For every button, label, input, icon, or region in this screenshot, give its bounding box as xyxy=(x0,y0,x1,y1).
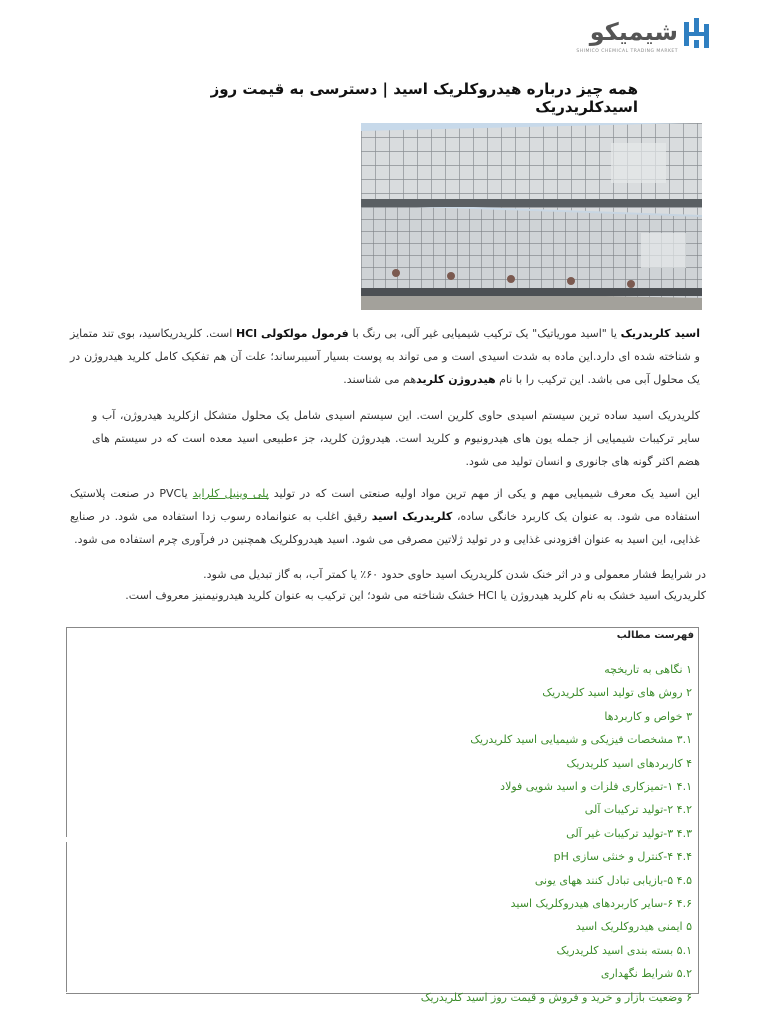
pvc-link[interactable]: پلی وینیل کلراید xyxy=(192,487,269,500)
toc-item-history[interactable]: ۱ نگاهی به تاریخچه xyxy=(604,663,692,676)
toc-item-ion-exchange[interactable]: ۴.۵ ۵-بازیابی تبادل کنند ههای یونی xyxy=(534,873,692,887)
ibc-tanks-photo xyxy=(361,123,702,310)
table-of-contents xyxy=(66,627,699,1004)
ibc-tanks-illustration xyxy=(361,123,702,310)
toc-item-other-uses[interactable]: ۴.۶ ۶-سایر کاربردهای هیدروکلریک اسید xyxy=(510,897,692,911)
term-hydrochloric-acid-2: کلریدریک اسید xyxy=(371,510,453,523)
toc-item-safety[interactable]: ۵ ایمنی هیدروکلریک اسید xyxy=(575,920,692,934)
logo-mark-icon xyxy=(682,16,712,52)
toc-item-inorganic-compounds[interactable]: ۴.۳ ۳-تولید ترکیبات غیر آلی xyxy=(566,826,692,840)
gas-line-1: در شرایط فشار معمولی و در اثر خنک شدن کلریدریک اسید حاوی حدود ۶۰٪ یا کمتر آب، به گاز تبدیل می شود. xyxy=(203,568,706,581)
brand-tagline: SHIMICO CHEMICAL TRADING MARKET xyxy=(576,49,678,54)
toc-item-production-methods[interactable]: ۲ روش های تولید اسید کلریدریک xyxy=(542,686,692,700)
toc-item-packaging[interactable]: ۵.۱ بسته بندی اسید کلریدریک xyxy=(556,943,692,957)
term-hydrogen-chloride: هیدروژن کلرید xyxy=(416,373,496,386)
toc-item-metal-pickling[interactable]: ۴.۱ ۱-تمیزکاری فلزات و اسید شویی فولاد xyxy=(500,780,692,794)
gas-line-2: کلریدریک اسید خشک به نام کلرید هیدروژن یا HCl خشک شناخته می شود؛ این ترکیب به عنوان کلرید هیدرونیمنیز معروف است. xyxy=(125,589,706,602)
page-title: همه چیز درباره هیدروکلریک اسید | دسترسی به قیمت روز اسیدکلریدریک xyxy=(210,80,638,116)
brand-name: شیمیکو xyxy=(589,18,678,46)
intro-paragraph: اسید کلریدریک یا "اسید موریاتیک" یک ترکیب شیمیایی غیر آلی، بی رنگ با فرمول مولکولی HCl است. کلریدریکاسید، بوی تند متمایز و شناخته شده ای دارد.این ماده به شدت اسیدی است و می تواند به پوست بسیار آسیبرساند؛ علت آن هم تفکیک کامل کلرید هیدروژن در یک محلول آبی می باشد. این ترکیب را با نام هیدروژن کلریدهم می شناسند. xyxy=(70,327,701,386)
uses-paragraph: این اسید یک معرف شیمیایی مهم و یکی از مهم ترین مواد اولیه صنعتی است که در تولید پلی وینیل کلراید یاPVC در صنعت پلاستیک استفاده می شود. به عنوان یک کاربرد خانگی ساده، کلریدریک اسید رقیق اغلب به عنوانماده رسوب زدا استفاده می شود. در صنایع غذایی، این اسید به عنوان افزودنی غذایی و در تولید ژلاتین مصرفی می شود. اسید هیدروکلریک همچنین در فرآوری چرم استفاده می شود. xyxy=(70,487,701,546)
gas-paragraph xyxy=(70,564,706,606)
toc-item-storage[interactable]: ۵.۲ شرایط نگهداری xyxy=(600,967,692,981)
toc-item-applications[interactable]: ۴ کاربردهای اسید کلریدریک xyxy=(566,756,692,770)
toc-item-market-price[interactable]: ۶ وضعیت بازار و خرید و فروش و قیمت روز اسید کلریدریک xyxy=(420,990,692,1004)
toc-item-ph-control[interactable]: ۴.۴ ۴-کنترل و خنثی سازی pH xyxy=(553,850,692,864)
toc-item-properties-uses[interactable]: ۳ خواص و کاربردها xyxy=(604,709,692,723)
toc-heading: فهرست مطالب xyxy=(616,630,694,641)
toc-item-organic-compounds[interactable]: ۴.۲ ۲-تولید ترکیبات آلی xyxy=(584,803,692,817)
system-paragraph: کلریدریک اسید ساده ترین سیستم اسیدی حاوی کلرین است. این سیستم اسیدی شامل یک محلول متشکل ازکلرید هیدروژن، آب و سایر ترکیبات شیمیایی از جمله یون های هیدرونیوم و کلرید است. هیدروژن کلرید، جز ءطبیعی اسید معده است که در سیستم های هضم اکثر گونه های جانوری و انسان تولید می شود. xyxy=(92,409,700,468)
toc-item-physical-chemical[interactable]: ۳.۱ مشخصات فیزیکی و شیمیایی اسید کلریدریک xyxy=(470,733,692,747)
brand-logo[interactable] xyxy=(576,16,712,60)
toc-list xyxy=(421,658,692,1009)
term-molecular-formula: فرمول مولکولی HCl xyxy=(235,327,349,340)
term-hydrochloric-acid: اسید کلریدریک xyxy=(620,327,701,340)
